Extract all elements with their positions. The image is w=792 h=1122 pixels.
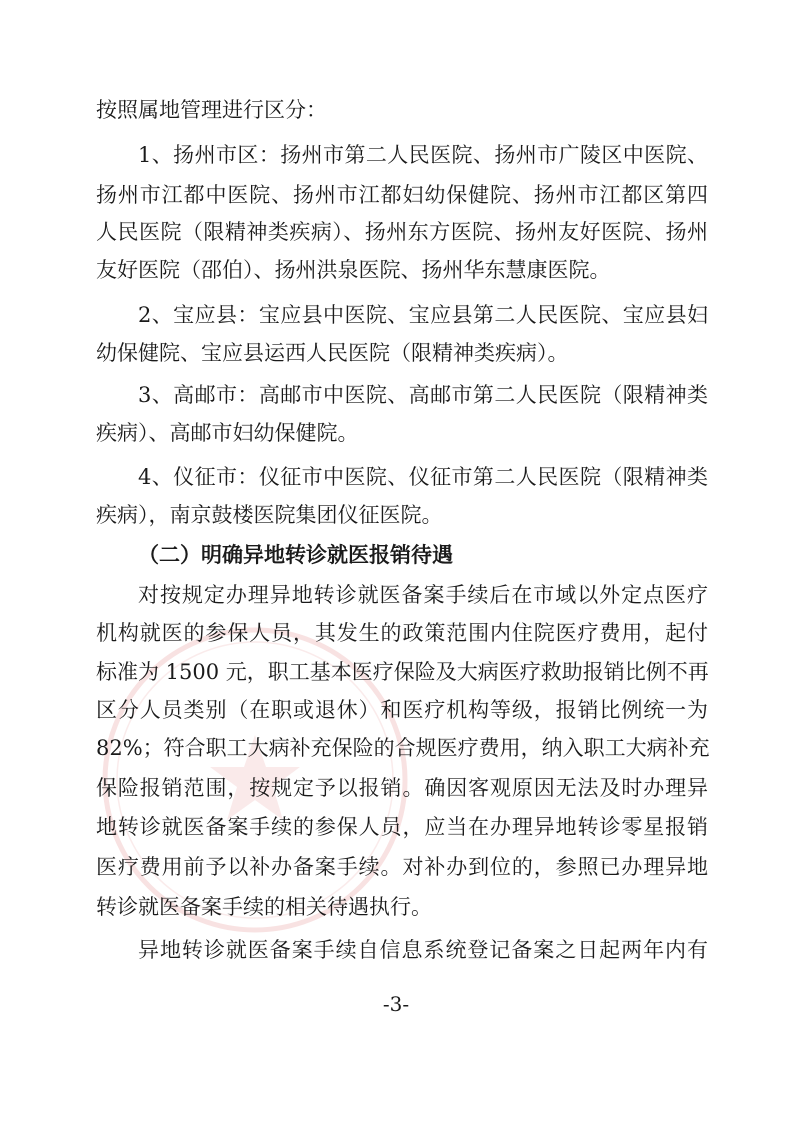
paragraph-line: 对按规定办理异地转诊就医备案手续后在市域以外定点医疗 <box>138 583 708 607</box>
section-heading: （二）明确异地转诊就医报销待遇 <box>138 542 453 567</box>
text-line: 人民医院（限精神类疾病）、扬州东方医院、扬州友好医院、扬州 <box>96 220 708 244</box>
page-number: -3- <box>382 992 410 1016</box>
text-line: 疾病）、高邮市妇幼保健院。 <box>96 421 359 445</box>
paragraph-line: 区分人员类别（在职或退休）和医疗机构等级，报销比例统一为 <box>96 698 708 722</box>
paragraph-line: 异地转诊就医备案手续自信息系统登记备案之日起两年内有 <box>138 938 708 962</box>
paragraph-line: 转诊就医备案手续的相关待遇执行。 <box>96 895 432 919</box>
paragraph-line: 机构就医的参保人员，其发生的政策范围内住院医疗费用，起付 <box>96 621 708 645</box>
paragraph-line: 保险报销范围，按规定予以报销。确因客观原因无法及时办理异 <box>96 776 708 800</box>
list-item-yangzhou-city: 1、扬州市区：扬州市第二人民医院、扬州市广陵区中医院、 <box>138 143 708 167</box>
list-item-yizheng: 4、仪征市：仪征市中医院、仪征市第二人民医院（限精神类 <box>138 465 708 489</box>
text-line: 友好医院（邵伯）、扬州洪泉医院、扬州华东慧康医院。 <box>96 258 611 282</box>
paragraph-line: 标准为 1500 元，职工基本医疗保险及大病医疗救助报销比例不再 <box>96 660 709 684</box>
text-line: 疾病），南京鼓楼医院集团仪征医院。 <box>96 503 443 527</box>
text-line: 幼保健院、宝应县运西人民医院（限精神类疾病）。 <box>96 341 569 365</box>
text-line: 扬州市江都中医院、扬州市江都妇幼保健院、扬州市江都区第四 <box>96 183 708 207</box>
paragraph-line: 82%；符合职工大病补充保险的合规医疗费用，纳入职工大病补充 <box>96 736 710 760</box>
paragraph-line: 地转诊就医备案手续的参保人员，应当在办理异地转诊零星报销 <box>96 815 708 839</box>
list-item-baoying: 2、宝应县：宝应县中医院、宝应县第二人民医院、宝应县妇 <box>138 303 708 327</box>
list-item-gaoyou: 3、高邮市：高邮市中医院、高邮市第二人民医院（限精神类 <box>138 383 708 407</box>
paragraph-line: 医疗费用前予以补办备案手续。对补办到位的，参照已办理异地 <box>96 855 708 879</box>
text-line: 按照属地管理进行区分： <box>96 98 327 122</box>
